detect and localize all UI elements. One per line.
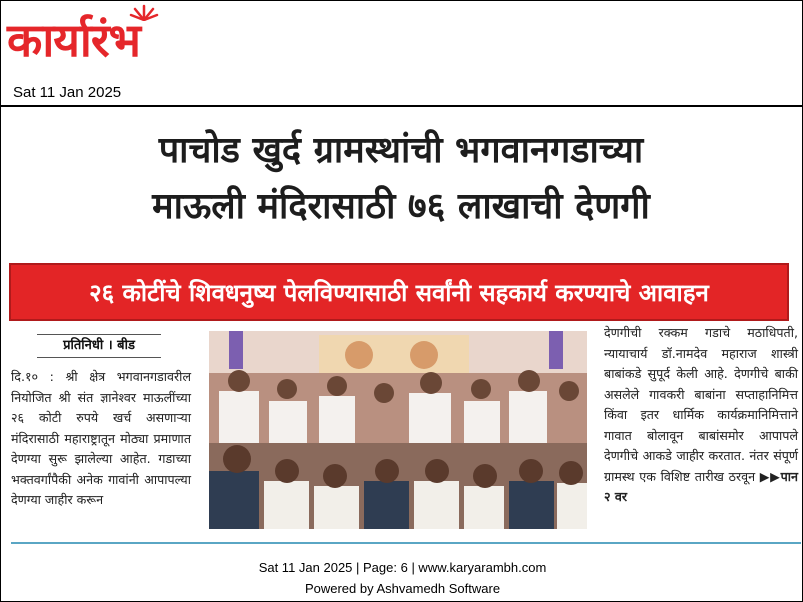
subheadline-banner — [9, 263, 789, 321]
footer-powered-by: Powered by Ashvamedh Software — [304, 581, 501, 596]
article-column-3 — [604, 323, 798, 508]
article-column-3-text: देणगीची रक्कम गडाचे मठाधिपती, न्यायाचार्य डॉ.नामदेव महाराज शास्त्री बाबांकडे सुपूर्द केली आहे. देणगीचे बाकी असलेले गावकरी बाबांना सप्ताहानिमित्त किंवा इतर धार्मिक कार्यक्रमानिमित्ताने गावात बोलावून बाबांसमोर आपापले देणगीचे आकडे जाहीर करतात. नंतर संपूर्ण ग्रामस्थ एक विशिष्ट तारीख ठरवून — [604, 325, 798, 484]
logo[interactable]: कार्यारंभ — [7, 13, 140, 67]
masthead-date: Sat 11 Jan 2025 — [13, 84, 122, 101]
continued-on-page-link[interactable]: ▶▶पान २ वर — [604, 468, 798, 504]
headline — [21, 123, 781, 235]
subheadline: २६ कोटींचे शिवधनुष्य पेलविण्यासाठी सर्वांनी सहकार्य करण्याचे आवाहन — [89, 278, 709, 307]
headline-line-1: पाचोड खुर्द ग्रामस्थांची भगवानगडाच्या — [158, 130, 644, 171]
footer-info[interactable]: Sat 11 Jan 2025 | Page: 6 | www.karyarambh.com — [258, 560, 547, 575]
masthead — [1, 1, 802, 107]
footer — [1, 557, 803, 599]
news-photo — [209, 331, 587, 529]
article-column-1: दि.१० : श्री क्षेत्र भगवानगडावरील नियोजित श्री संत ज्ञानेश्वर माऊलींच्या २६ कोटी रुपये खर्च असणाऱ्या मंदिरासाठी महाराष्ट्रातून मोठ्या प्रमाणात देणग्या सुरू झालेल्या आहेत. गडाच्या भक्तवर्गांपैकी अनेक गावांनी आपापल्या देणग्या जाहीर करून — [11, 369, 191, 507]
byline: प्रतिनिधी । बीड — [37, 334, 161, 358]
footer-divider — [11, 542, 801, 544]
headline-line-2: माऊली मंदिरासाठी ७६ लाखाची देणगी — [152, 186, 650, 227]
